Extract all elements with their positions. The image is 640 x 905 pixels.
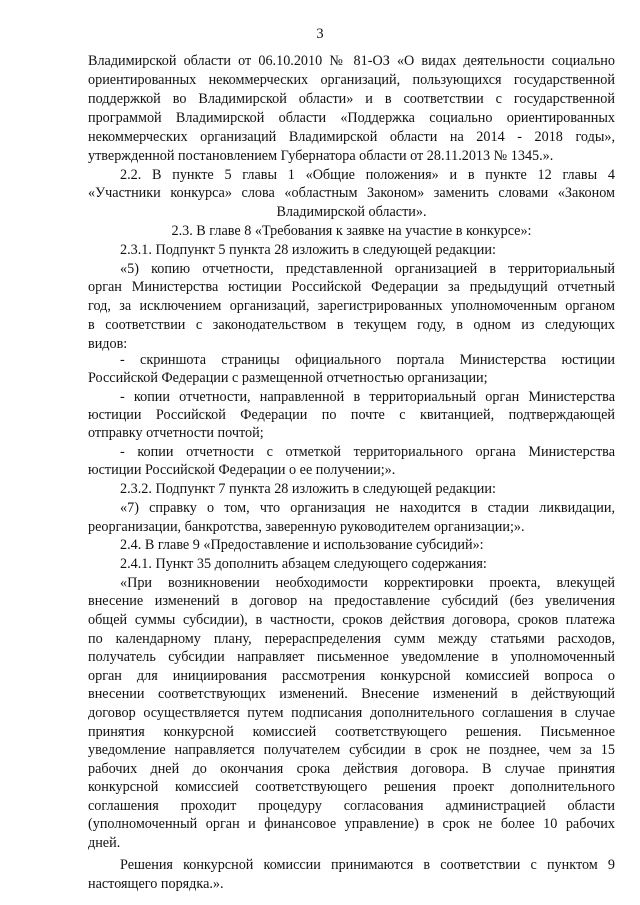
text-line: год, за исключением организаций, зарегистрированных уполномоченным органом [88, 298, 615, 314]
text-line: юстиции Российской Федерации о ее получении;». [88, 462, 396, 478]
text-line: «5) копию отчетности, представленной организацией в территориальный [120, 261, 615, 277]
text-line: в соответствии с законодательством в текущем году, в одном из следующих [88, 317, 615, 333]
text-line: Владимирской области». [276, 204, 427, 220]
text-line: внесении соответствующих изменений. Внесение изменений в действующий [88, 686, 615, 702]
text-line: 2.2. В пункте 5 главы 1 «Общие положения» и в пункте 12 главы 4 [120, 167, 615, 183]
text-line: «Участники конкурса» слова «областным Законом» заменить словами «Законом [88, 185, 615, 201]
text-line: орган Министерства юстиции Российской Федерации за предыдущий отчетный [88, 279, 615, 295]
text-line: рабочих дней до окончания срока действия договора. В случае принятия [88, 761, 615, 777]
text-line: соглашения проходит процедуру согласования администрацией области [88, 798, 615, 814]
text-line: утвержденной постановлением Губернатора области от 28.11.2013 № 1345.». [88, 148, 554, 164]
text-line: поддержкой во Владимирской области» и в соответствии с государственной [88, 91, 615, 107]
text-line: отправку отчетности почтой; [88, 425, 264, 441]
text-line: - копии отчетности с отметкой территориального органа Министерства [120, 444, 615, 460]
page-number: 3 [316, 26, 324, 42]
text-line: юстиции Российской Федерации по почте с квитанцией, подтверждающей [88, 407, 615, 423]
text-line: «При возникновении необходимости корректировки проекта, влекущей [120, 575, 615, 591]
text-line: конкурсной комиссией соответствующего решения проект дополнительного [88, 779, 615, 795]
text-line: получатель субсидии направляет письменное уведомление в уполномоченный [88, 649, 615, 665]
text-line: 2.3.2. Подпункт 7 пункта 28 изложить в следующей редакции: [120, 481, 496, 497]
text-line: видов: [88, 336, 128, 352]
text-line: реорганизации, банкротства, заверенную руководителем организации;». [88, 519, 525, 535]
text-line: орган для инициирования рассмотрения конкурсной комиссией вопроса о [88, 668, 615, 684]
text-line: (уполномоченный орган и финансовое управление) в срок не более 10 рабочих [88, 816, 615, 832]
text-line: уведомление направляется получателем субсидии в срок не позднее, чем за 15 [88, 742, 615, 758]
text-line: 2.4.1. Пункт 35 дополнить абзацем следующего содержания: [120, 556, 487, 572]
text-line: 2.3. В главе 8 «Требования к заявке на участие в конкурсе»: [171, 223, 532, 239]
text-line: - копии отчетности, направленной в территориальный орган Министерства [120, 389, 615, 405]
text-line: - скриншота страницы официального портала Министерства юстиции [120, 352, 615, 368]
text-line: договор осуществляется путем подписания дополнительного соглашения в случае [88, 705, 615, 721]
text-line: 2.3.1. Подпункт 5 пункта 28 изложить в следующей редакции: [120, 242, 496, 258]
text-line: ориентированных некоммерческих организаций, пользующихся государственной [88, 72, 615, 88]
text-line: общей суммы субсидии), в частности, сроков действия договора, сроков платежа [88, 612, 615, 628]
text-line: Владимирской области от 06.10.2010 № 81-ОЗ «О видах деятельности социально [88, 53, 615, 69]
text-line: настоящего порядка.». [88, 876, 224, 892]
text-line: некоммерческих организаций Владимирской области на 2014 - 2018 годы», [88, 129, 615, 145]
text-line: принятия конкурсной комиссией соответствующего решения. Письменное [88, 724, 615, 740]
text-line: Решения конкурсной комиссии принимаются в соответствии с пунктом 9 [120, 857, 615, 873]
text-line: дней. [88, 835, 121, 851]
text-line: 2.4. В главе 9 «Предоставление и использование субсидий»: [120, 537, 484, 553]
text-line: Российской Федерации с размещенной отчетностью организации; [88, 370, 488, 386]
text-line: программой Владимирской области «Поддержка социально ориентированных [88, 110, 615, 126]
text-line: внесение изменений в договор на предоставление субсидий (без увеличения [88, 593, 615, 609]
text-line: «7) справку о том, что организация не находится в стадии ликвидации, [120, 500, 615, 516]
text-line: по календарному плану, перераспределения сумм между статьями расходов, [88, 631, 615, 647]
